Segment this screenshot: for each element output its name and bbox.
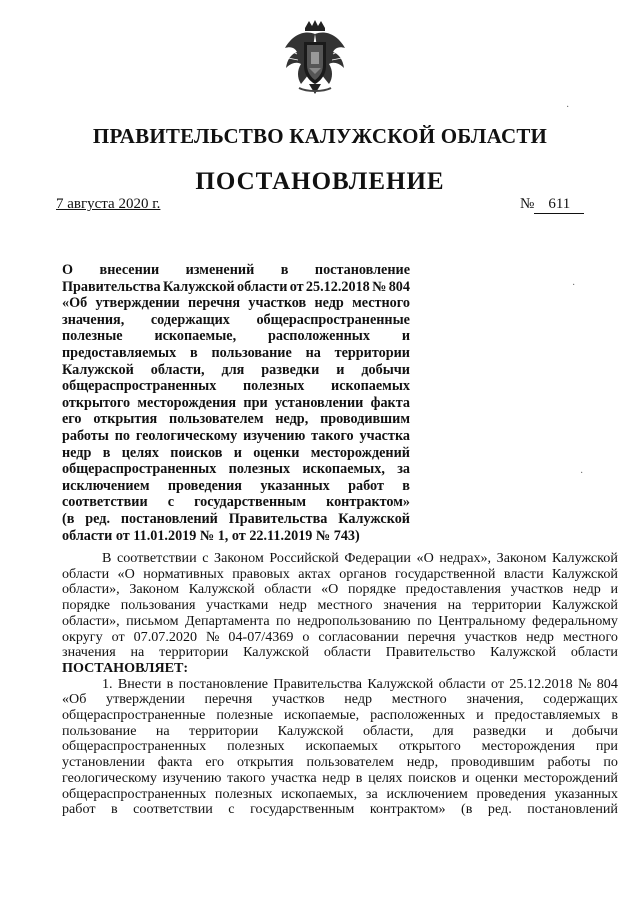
organization-title: ПРАВИТЕЛЬСТВО КАЛУЖСКОЙ ОБЛАСТИ xyxy=(92,124,548,148)
body-line: порядке пользования участками недр местного значения на территории Калужской xyxy=(62,597,618,614)
body-line: общераспространенные полезные ископаемые, расположенных и предоставляемых в xyxy=(62,707,618,724)
subject-line: работы по геологическому изучению такого участка xyxy=(62,427,410,444)
scan-speck: · xyxy=(572,280,576,291)
document-number xyxy=(520,196,584,214)
body-line: «Об утверждении перечня участков недр местного значения, содержащих xyxy=(62,691,618,708)
subject-line: О внесении изменений в постановление xyxy=(62,262,410,278)
body-line: области «О нормативных правовых актах органов государственной власти Калужской xyxy=(62,565,618,582)
scan-speck: · xyxy=(566,102,570,113)
subject-line: недр в целях поисков и оценки месторождений xyxy=(62,444,410,461)
subject-line: полезные ископаемые, расположенных и xyxy=(62,328,410,345)
subject-line: общераспространенных полезных ископаемых xyxy=(62,378,410,395)
body-line: 1. Внести в постановление Правительства Калужской области от 25.12.2018 № 804 xyxy=(102,675,618,692)
subject-line: Правительства Калужской области от 25.12.2018 № 804 xyxy=(62,278,410,295)
body-line: общераспространенных полезных ископаемых, за исключением проведения указанных xyxy=(62,785,618,802)
body-line: области», Законом Калужской области «О порядке предоставления участков недр и xyxy=(62,581,618,598)
body-line: общераспространенных полезных ископаемых открытого месторождения при xyxy=(62,738,618,755)
body-line: пользование на территории Калужской области, для разведки и добычи xyxy=(62,722,618,739)
body-line: установлении факта его открытия пользователем недр, проводившим работы по xyxy=(62,754,618,771)
subject-line: значения, содержащих общераспространенные xyxy=(62,311,410,328)
body-line: В соответствии с Законом Российской Федерации «О недрах», Законом Калужской xyxy=(102,550,618,566)
subject-line: области от 11.01.2019 № 1, от 22.11.2019 № 743) xyxy=(62,527,360,544)
subject-line: общераспространенных полезных ископаемых, за xyxy=(62,461,410,478)
subject-line: Калужской области, для разведки и добычи xyxy=(62,361,410,378)
body-line: области», письмом Департамента по недропользованию по Центральному федеральному xyxy=(62,612,618,629)
body-line: округу от 07.07.2020 № 04-07/4369 о согласовании перечня участков недр местного xyxy=(62,628,618,645)
document-date xyxy=(48,196,162,213)
body-line: значения на территории Калужской области Правительство Калужской области xyxy=(62,644,618,661)
resolution-word: ПОСТАНОВЛЯЕТ: xyxy=(62,659,189,676)
subject-line: его открытия пользователем недр, проводившим xyxy=(62,411,410,428)
subject-line: открытого месторождения при установлении факта xyxy=(62,394,410,411)
document-type: ПОСТАНОВЛЕНИЕ xyxy=(195,168,445,195)
document-date-value: 7 августа 2020 г. xyxy=(56,196,161,212)
body-line: геологическому изучению такого участка недр в целях поисков и оценки месторождений xyxy=(62,769,618,786)
subject-line: «Об утверждении перечня участков недр местного xyxy=(62,295,410,312)
scan-speck: · xyxy=(580,468,584,479)
subject-line: (в ред. постановлений Правительства Калужской xyxy=(62,510,410,527)
body-line: работ в соответствии с государственным контрактом» (в ред. постановлений xyxy=(62,801,618,818)
subject-line: предоставляемых в пользование на территории xyxy=(62,344,410,361)
document-number-label: № xyxy=(520,196,535,212)
document-body xyxy=(62,551,618,818)
subject-line: соответствии с государственным контрактом» xyxy=(62,494,410,511)
document-subject xyxy=(62,262,410,544)
subject-line: исключением проведения указанных работ в xyxy=(62,477,410,494)
document-number-value: 611 xyxy=(534,196,584,214)
coat-of-arms-icon xyxy=(279,18,351,98)
